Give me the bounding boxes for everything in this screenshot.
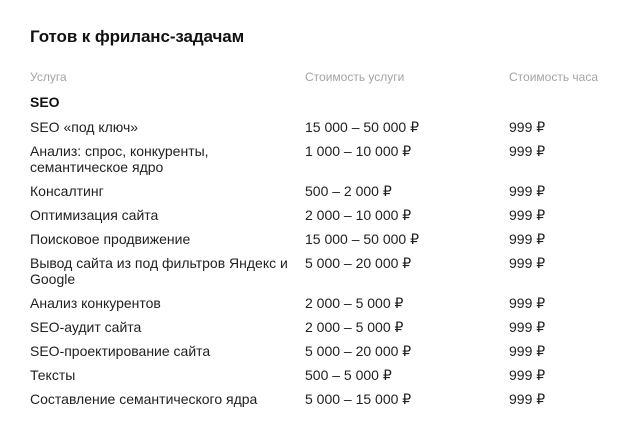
cell-service: Поисковое продвижение [30,231,191,247]
cell-hour-rate: 999 ₽ [509,143,546,159]
cell-price: 2 000 – 10 000 ₽ [305,207,412,223]
cell-price: 5 000 – 20 000 ₽ [305,255,412,271]
table-row [30,140,600,180]
cell-price: 5 000 – 20 000 ₽ [305,343,412,359]
table-row [30,204,600,228]
cell-hour-rate: 999 ₽ [509,391,546,407]
cell-service: Составление семантического ядра [30,391,258,407]
table-row [30,116,600,140]
cell-service: Оптимизация сайта [30,207,159,223]
pricing-table [30,70,600,412]
table-row [30,292,600,316]
cell-service: SEO-аудит сайта [30,319,142,335]
table-row [30,340,600,364]
cell-price: 15 000 – 50 000 ₽ [305,119,420,135]
cell-price: 2 000 – 5 000 ₽ [305,295,404,311]
section-title: SEO [30,94,60,110]
cell-hour-rate: 999 ₽ [509,119,546,135]
cell-hour-rate: 999 ₽ [509,231,546,247]
table-row [30,228,600,252]
cell-hour-rate: 999 ₽ [509,207,546,223]
cell-service: Консалтинг [30,183,104,199]
page-title: Готов к фриланс-задачам [30,27,245,46]
cell-hour-rate: 999 ₽ [509,295,546,311]
table-row [30,252,600,292]
cell-price: 1 000 – 10 000 ₽ [305,143,412,159]
table-row [30,364,600,388]
cell-price: 2 000 – 5 000 ₽ [305,319,404,335]
header-service: Услуга [30,70,67,84]
cell-hour-rate: 999 ₽ [509,367,546,383]
cell-service: Анализ конкурентов [30,295,161,311]
cell-price: 500 – 2 000 ₽ [305,183,392,199]
cell-hour-rate: 999 ₽ [509,183,546,199]
cell-hour-rate: 999 ₽ [509,255,546,271]
table-row [30,316,600,340]
cell-service: SEO «под ключ» [30,119,139,135]
table-header [30,70,600,90]
cell-price: 15 000 – 50 000 ₽ [305,231,420,247]
table-row [30,180,600,204]
cell-service: Тексты [30,367,76,383]
cell-price: 5 000 – 15 000 ₽ [305,391,412,407]
table-body [30,116,600,412]
table-row [30,388,600,412]
header-hour-rate: Стоимость часа [509,70,599,84]
cell-service: Анализ: спрос, конкуренты, семантическое ядро [30,143,209,175]
cell-service: SEO-проектирование сайта [30,343,211,359]
cell-price: 500 – 5 000 ₽ [305,367,392,383]
cell-hour-rate: 999 ₽ [509,343,546,359]
cell-service: Вывод сайта из под фильтров Яндекс и Google [30,255,288,287]
cell-hour-rate: 999 ₽ [509,319,546,335]
header-price: Стоимость услуги [305,70,405,84]
